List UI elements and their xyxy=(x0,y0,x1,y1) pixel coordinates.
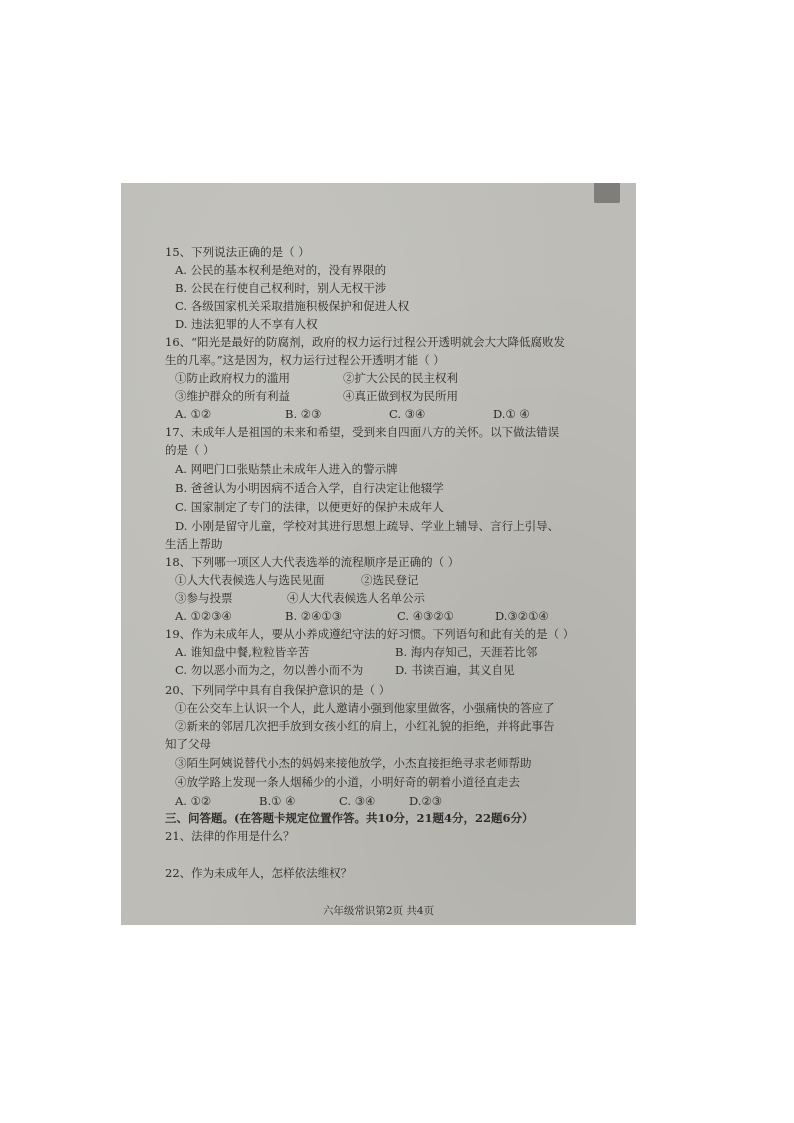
q16-item-4: ④真正做到权为民所用 xyxy=(343,389,458,403)
q16-option-c: C. ③④ xyxy=(389,407,426,421)
q15-stem: 15、下列说法正确的是（ ） xyxy=(165,245,310,259)
q20-item-2-line2: 知了父母 xyxy=(165,737,211,751)
q20-stem: 20、下列同学中具有自我保护意识的是（ ） xyxy=(165,683,391,697)
q20-option-a: A. ①② xyxy=(175,794,212,808)
q18-item-2: ②选民登记 xyxy=(361,573,419,587)
q16-option-b: B. ②③ xyxy=(285,407,322,421)
q17-stem-line2: 的是（ ） xyxy=(165,443,215,457)
q20-option-b: B.① ④ xyxy=(259,794,296,808)
q17-option-d-line1: D. 小刚是留守儿童，学校对其进行思想上疏导、学业上辅导、言行上引导、 xyxy=(175,519,560,533)
q19-option-a: A. 谁知盘中餐,粒粒皆辛苦 xyxy=(175,645,310,659)
q20-item-4: ④放学路上发现一条人烟稀少的小道，小明好奇的朝着小道径直走去 xyxy=(175,775,520,789)
q20-option-d: D.②③ xyxy=(409,794,443,808)
q17-option-d-line2: 生活上帮助 xyxy=(165,537,223,551)
q15-option-d: D. 违法犯罪的人不享有人权 xyxy=(175,317,318,331)
q17-option-b: B. 爸爸认为小明因病不适合入学，自行决定让他辍学 xyxy=(175,481,444,495)
q19-option-b: B. 海内存知己，天涯若比邻 xyxy=(395,645,538,659)
q16-item-2: ②扩大公民的民主权利 xyxy=(343,371,458,385)
exam-page xyxy=(121,183,636,925)
q20-item-3: ③陌生阿姨说替代小杰的妈妈来接他放学，小杰直接拒绝寻求老师帮助 xyxy=(175,756,532,770)
q16-option-d: D.① ④ xyxy=(493,407,530,421)
q15-option-a: A. 公民的基本权利是绝对的，没有界限的 xyxy=(175,263,387,277)
q19-option-c: C. 勿以恶小而为之，勿以善小而不为 xyxy=(175,663,364,677)
q17-option-c: C. 国家制定了专门的法律，以便更好的保护未成年人 xyxy=(175,500,444,514)
scan-smudge xyxy=(594,183,620,203)
page-footer: 六年级常识第2页 共4页 xyxy=(322,905,435,917)
q19-stem: 19、作为未成年人，要从小养成遵纪守法的好习惯。下列语句和此有关的是（ ） xyxy=(165,627,575,641)
q22: 22、作为未成年人，怎样依法维权？ xyxy=(165,866,353,880)
q15-option-c: C. 各级国家机关采取措施积极保护和促进人权 xyxy=(175,299,410,313)
q17-stem-line1: 17、未成年人是祖国的未来和希望，受到来自四面八方的关怀。以下做法错误 xyxy=(165,425,560,439)
q18-item-4: ④人大代表候选人名单公示 xyxy=(287,591,425,605)
q18-option-b: B. ②④①③ xyxy=(285,609,343,623)
q20-option-c: C. ③④ xyxy=(339,794,376,808)
q16-item-1: ①防止政府权力的滥用 xyxy=(175,371,290,385)
q18-option-a: A. ①②③④ xyxy=(175,609,232,623)
section-3-heading: 三、问答题。(在答题卡规定位置作答。共10分，21题4分，22题6分） xyxy=(165,811,534,825)
q20-item-1: ①在公交车上认识一个人，此人邀请小强到他家里做客，小强痛快的答应了 xyxy=(175,701,555,715)
q18-item-3: ③参与投票 xyxy=(175,591,233,605)
q19-option-d: D. 书读百遍，其义自见 xyxy=(395,663,515,677)
q18-item-1: ①人大代表候选人与选民见面 xyxy=(175,573,325,587)
q18-stem: 18、下列哪一项区人大代表选举的流程顺序是正确的（ ） xyxy=(165,555,460,569)
q20-item-2-line1: ②新来的邻居几次把手放到女孩小红的肩上，小红礼貌的拒绝，并将此事告 xyxy=(175,719,555,733)
q15-option-b: B. 公民在行使自己权利时，别人无权干涉 xyxy=(175,281,387,295)
q16-stem-line1: 16、“阳光是最好的防腐剂，政府的权力运行过程公开透明就会大大降低腐败发 xyxy=(165,335,566,349)
q16-option-a: A. ①② xyxy=(175,407,212,421)
q17-option-a: A. 网吧门口张贴禁止未成年人进入的警示牌 xyxy=(175,462,398,476)
q16-stem-line2: 生的几率。”这是因为，权力运行过程公开透明才能（ ） xyxy=(165,353,445,367)
q18-option-d: D.③②①④ xyxy=(495,609,549,623)
q18-option-c: C. ④③②① xyxy=(397,609,454,623)
q21: 21、法律的作用是什么？ xyxy=(165,829,295,843)
q16-item-3: ③维护群众的所有利益 xyxy=(175,389,290,403)
